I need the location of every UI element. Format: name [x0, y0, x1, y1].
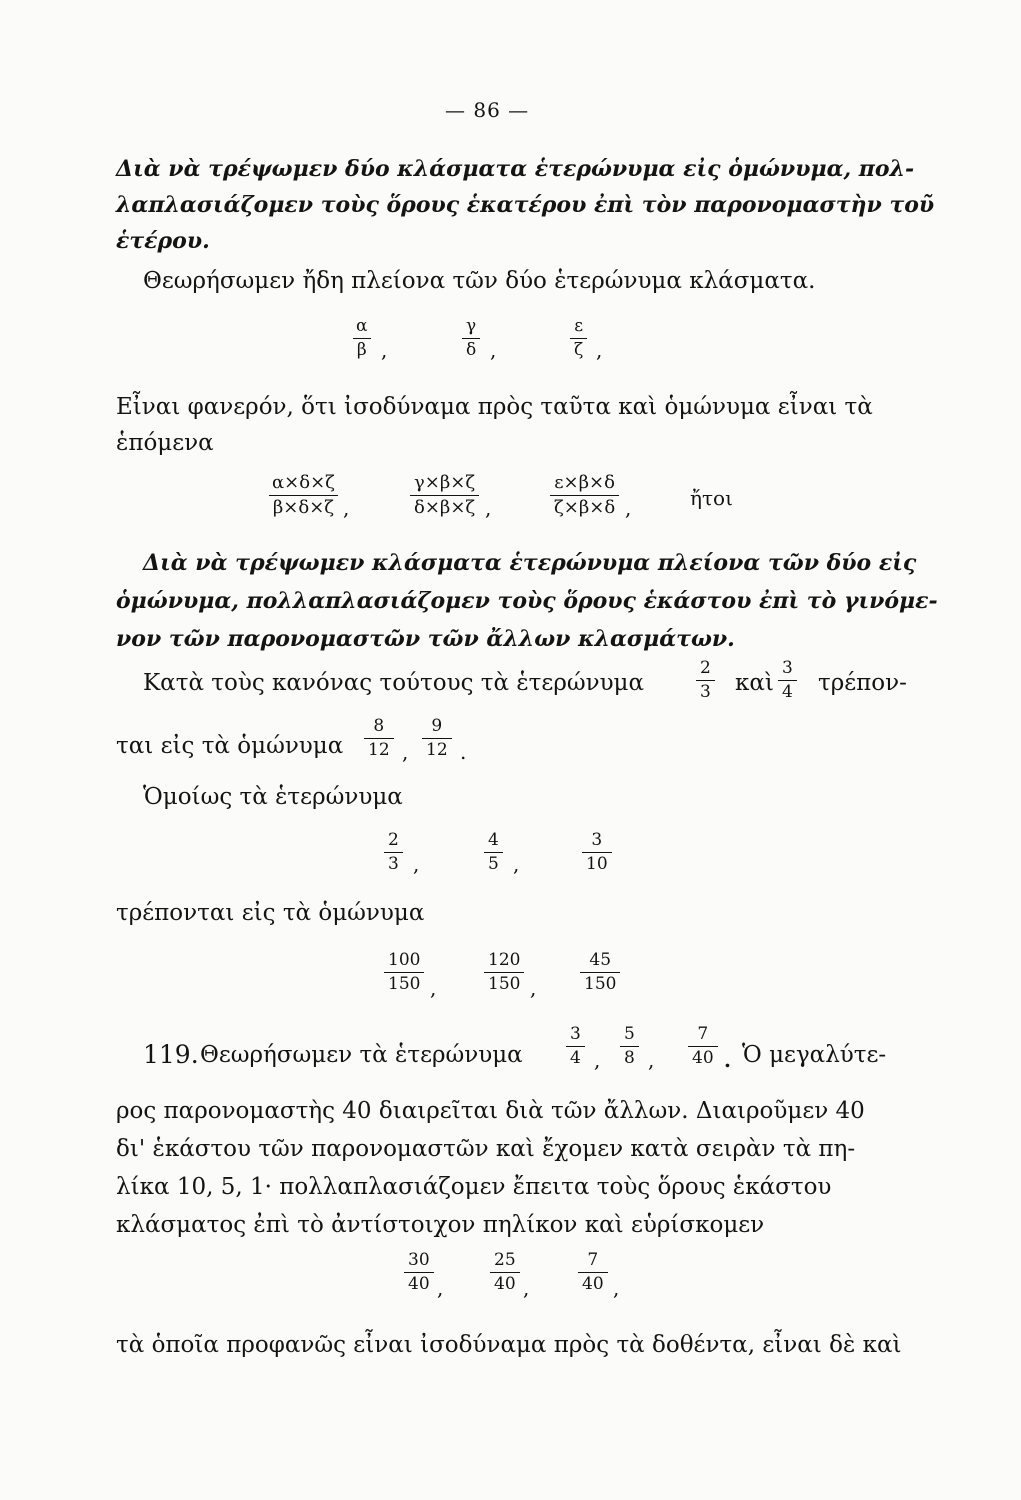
denominator: 4 [778, 680, 797, 701]
denominator: 40 [688, 1046, 718, 1067]
numerator: 100 [388, 950, 421, 970]
numerator: 8 [373, 716, 385, 736]
fraction-8-12 [364, 718, 394, 759]
period: . [724, 1048, 731, 1072]
numerator: 7 [587, 1250, 599, 1270]
para6: τρέπονται εἰς τὰ ὁμώνυμα [116, 900, 425, 926]
numerator: 3 [782, 658, 793, 678]
denominator: 40 [578, 1272, 608, 1293]
para4-end: τρέπον- [818, 670, 907, 696]
numerator: 5 [624, 1024, 635, 1044]
numerator: 4 [488, 830, 499, 850]
numerator: ε×β×δ [554, 472, 615, 493]
numerator: 2 [700, 658, 711, 678]
fraction-letters-3 [570, 318, 587, 359]
fraction-3-4b [566, 1026, 585, 1067]
para2: Θεωρήσωμεν ἤδη πλείονα τῶν δύο ἑτερώνυμα κλάσματα. [143, 268, 816, 294]
denominator: 40 [490, 1272, 520, 1293]
fraction-product-2 [410, 474, 479, 517]
fraction-set4-2 [490, 1252, 520, 1293]
denominator: 150 [580, 972, 620, 993]
denominator: β [353, 338, 371, 359]
comma: , [485, 496, 492, 520]
para4-mid: καὶ [735, 670, 774, 696]
htoi-word: ἤτοι [690, 486, 733, 510]
comma: , [523, 1276, 530, 1300]
fraction-set3-3 [580, 952, 620, 993]
fraction-letters-1 [352, 318, 371, 359]
section-line5: κλάσματος ἐπὶ τὸ ἀντίστοιχον πηλίκον καὶ εὑρίσκομεν [116, 1212, 765, 1238]
page-number: — 86 — [445, 98, 530, 122]
para3-line2: ἑπόμενα [116, 430, 214, 456]
denominator: 40 [404, 1272, 434, 1293]
para4-line2: ται εἰς τὰ ὁμώνυμα [116, 733, 344, 759]
denominator: ζ [570, 338, 587, 359]
rule2-line1: Διὰ νὰ τρέψωμεν κλάσματα ἑτερώνυμα πλείονα τῶν δύο εἰς [143, 550, 917, 576]
section-number: 119. [143, 1040, 199, 1069]
section-line4: λίκα 10, 5, 1· πολλαπλασιάζομεν ἔπειτα τοὺς ὅρους ἑκάστου [116, 1174, 832, 1200]
rule1-line3: ἑτέρου. [116, 228, 210, 254]
denominator: ζ×β×δ [550, 495, 619, 517]
denominator: 8 [620, 1046, 639, 1067]
comma: , [648, 1048, 655, 1072]
section-line3: δι' ἑκάστου τῶν παρονομαστῶν καὶ ἔχομεν κατὰ σειρὰν τὰ πη- [116, 1136, 856, 1162]
comma: , [530, 976, 537, 1000]
numerator: 25 [494, 1250, 516, 1270]
rule2-line3: νον τῶν παρονομαστῶν τῶν ἄλλων κλασμάτων. [116, 626, 735, 652]
numerator: 7 [697, 1024, 709, 1044]
fraction-2-3 [696, 660, 715, 701]
denominator: δ [462, 338, 480, 359]
period: . [460, 740, 467, 764]
numerator: γ [466, 316, 477, 336]
para5: Ὁμοίως τὰ ἑτερώνυμα [143, 784, 403, 810]
denominator: 10 [582, 852, 612, 873]
denominator: 3 [384, 852, 403, 873]
comma: , [613, 1276, 620, 1300]
section-line1-end: Ὁ μεγαλύτε- [742, 1042, 887, 1068]
numerator: 120 [488, 950, 521, 970]
comma: , [596, 338, 603, 362]
section-line1-start: Θεωρήσωμεν τὰ ἑτερώνυμα [200, 1042, 523, 1068]
fraction-set2-2 [484, 832, 503, 873]
fraction-5-8 [620, 1026, 639, 1067]
fraction-3-4 [778, 660, 797, 701]
comma: , [594, 1048, 601, 1072]
comma: , [625, 496, 632, 520]
fraction-9-12 [422, 718, 452, 759]
para4-start: Κατὰ τοὺς κανόνας τούτους τὰ ἑτερώνυμα [143, 670, 645, 696]
comma: , [402, 740, 409, 764]
numerator: 3 [570, 1024, 581, 1044]
fraction-7-40 [688, 1026, 718, 1067]
fraction-letters-2 [462, 318, 480, 359]
para3-line1: Εἶναι φανερόν, ὅτι ἰσοδύναμα πρὸς ταῦτα καὶ ὁμώνυμα εἶναι τὰ [116, 394, 873, 420]
section-line2: ρος παρονομαστὴς 40 διαιρεῖται διὰ τῶν ἄλλων. Διαιροῦμεν 40 [116, 1098, 865, 1124]
comma: , [490, 338, 497, 362]
fraction-set2-1 [384, 832, 403, 873]
denominator: 12 [364, 738, 394, 759]
numerator: 9 [431, 716, 443, 736]
comma: , [413, 852, 420, 876]
numerator: α×δ×ζ [272, 472, 335, 493]
numerator: 3 [591, 830, 603, 850]
denominator: δ×β×ζ [410, 495, 479, 517]
numerator: 45 [589, 950, 612, 970]
numerator: 30 [408, 1250, 430, 1270]
fraction-set3-2 [484, 952, 524, 993]
numerator: ε [574, 316, 584, 336]
comma: , [430, 976, 437, 1000]
fraction-set3-1 [384, 952, 424, 993]
fraction-set4-3 [578, 1252, 608, 1293]
denominator: β×δ×ζ [269, 495, 338, 517]
comma: , [437, 1276, 444, 1300]
denominator: 150 [384, 972, 424, 993]
rule1-line1: Διὰ νὰ τρέψωμεν δύο κλάσματα ἑτερώνυμα εἰς ὁμώνυμα, πολ- [116, 156, 915, 182]
comma: , [343, 496, 350, 520]
denominator: 5 [484, 852, 503, 873]
rule2-line2: ὁμώνυμα, πολλαπλασιάζομεν τοὺς ὅρους ἑκάστου ἐπὶ τὸ γινόμε- [116, 588, 938, 614]
fraction-set2-3 [582, 832, 612, 873]
last-line: τὰ ὁποῖα προφανῶς εἶναι ἰσοδύναμα πρὸς τὰ δοθέντα, εἶναι δὲ καὶ [116, 1332, 902, 1358]
numerator: γ×β×ζ [414, 472, 476, 493]
fraction-product-3 [550, 474, 619, 517]
rule1-line2: λαπλασιάζομεν τοὺς ὅρους ἑκατέρου ἐπὶ τὸν παρονομαστὴν τοῦ [116, 192, 935, 218]
numerator: 2 [388, 830, 399, 850]
denominator: 3 [696, 680, 715, 701]
denominator: 12 [422, 738, 452, 759]
denominator: 150 [484, 972, 524, 993]
fraction-set4-1 [404, 1252, 434, 1293]
denominator: 4 [566, 1046, 585, 1067]
fraction-product-1 [268, 474, 339, 517]
numerator: α [356, 316, 368, 336]
comma: , [381, 338, 388, 362]
comma: , [513, 852, 520, 876]
